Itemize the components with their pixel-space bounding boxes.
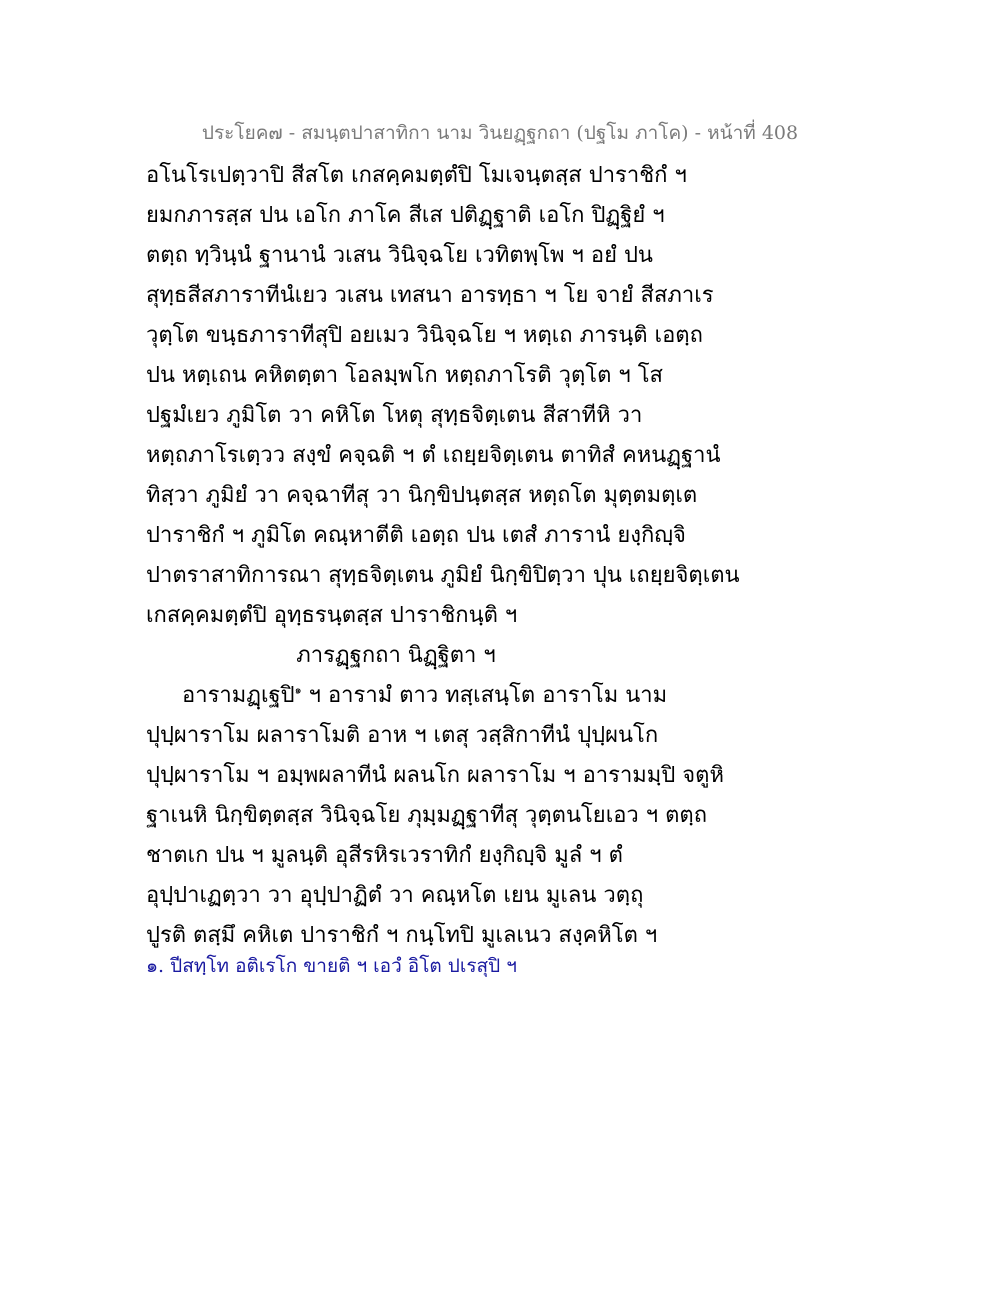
text-line: ปาตราสาทิการณา สุทฺธจิตฺเตน ภูมิยํ นิกฺขิปิตฺวา ปุน เถยฺยจิตฺเตน [146,563,740,588]
text-line: อุปฺปาเฏตฺวา วา อุปฺปาฏิตํ วา คณฺหโต เยน มูเลน วตฺถุ [146,883,644,908]
text-line: หตฺถภาโรเตฺวว สงฺขํ คจฺฉติ ฯ ตํ เถยฺยจิตฺเตน ตาทิสํ คหนฏฺฐานํ [146,443,721,468]
text-line: ปุปฺผาราโม ฯ อมฺพผลาทีนํ ผลนโก ผลาราโม ฯ อารามมฺปิ จตูหิ [146,763,724,788]
text-line: ปน หตฺเถน คหิตตฺตา โอลมฺพโก หตฺถภาโรติ วุตฺโต ฯ โส [146,363,663,388]
text-line: อโนโรเปตฺวาปิ สีสโต เกสคฺคมตฺตํปิ โมเจนฺตสฺส ปาราชิกํ ฯ [146,163,687,188]
footnote: ๑. ปีสทฺโท อติเรโก ขายติ ฯ เอวํ อิโต ปเรสุปิ ฯ [146,955,517,977]
text-line: ปาราชิกํ ฯ ภูมิโต คณฺหาตีติ เอตฺถ ปน เตสํ ภารานํ ยงฺกิญฺจิ [146,523,686,548]
paragraph-start-rest: ฯ อารามํ ตาว ทสฺเสนฺโต อาราโม นาม [301,683,668,708]
paragraph-start-line [146,676,686,716]
paragraph-start-word: อารามฏฺเฐปิ [182,683,295,708]
section-end-title: ภารฏฺฐกถา นิฏฺฐิตา ฯ [296,643,496,668]
text-line: ปุปฺผาราโม ผลาราโมติ อาห ฯ เตสุ วสฺสิกาทีนํ ปุปฺผนโก [146,723,659,748]
text-line: ตตฺถ ทฺวินฺนํ ฐานานํ วเสน วินิจฺฉโย เวทิตพฺโพ ฯ อยํ ปน [146,243,653,268]
text-line: ปฐมํเยว ภูมิโต วา คหิโต โหตุ สุทฺธจิตฺเตน สีสาทีหิ วา [146,403,643,428]
text-line: ปูรติ ตสฺมึ คหิเต ปาราชิกํ ฯ กนฺโทปิ มูเลเนว สงฺคหิโต ฯ [146,923,658,948]
running-header: ประโยค๗ - สมนฺตปาสาทิกา นาม วินยฏฺฐกถา (ปฐโม ภาโค) - หน้าที่ 408 [201,122,799,144]
text-line: สุทฺธสีสภาราทีนํเยว วเสน เทสนา อารทฺธา ฯ โย จายํ สีสภาเร [146,283,714,308]
text-line: วุตฺโต ขนฺธภาราทีสุปิ อยเมว วินิจฺฉโย ฯ หตฺเถ ภารนฺติ เอตฺถ [146,323,703,348]
text-line: ทิสฺวา ภูมิยํ วา คจฺฉาทีสุ วา นิกฺขิปนฺตสฺส หตฺถโต มุตฺตมตฺเต [146,483,698,508]
text-line: เกสคฺคมตฺตํปิ อุทฺธรนฺตสฺส ปาราชิกนฺติ ฯ [146,603,518,628]
text-line: ฐาเนหิ นิกฺขิตฺตสฺส วินิจฺฉโย ภุมฺมฏฺฐาทีสุ วุตฺตนโยเอว ฯ ตตฺถ [146,803,708,828]
text-line: ชาตเก ปน ฯ มูลนฺติ อุสีรหิรเวราทิกํ ยงฺกิญฺจิ มูลํ ฯ ตํ [146,843,623,868]
body-text [146,156,740,956]
text-line: ยมกภารสฺส ปน เอโก ภาโค สีเส ปติฏฺฐาติ เอโก ปิฏฺฐิยํ ฯ [146,203,665,228]
footnote-marker: ๑ [294,683,302,697]
